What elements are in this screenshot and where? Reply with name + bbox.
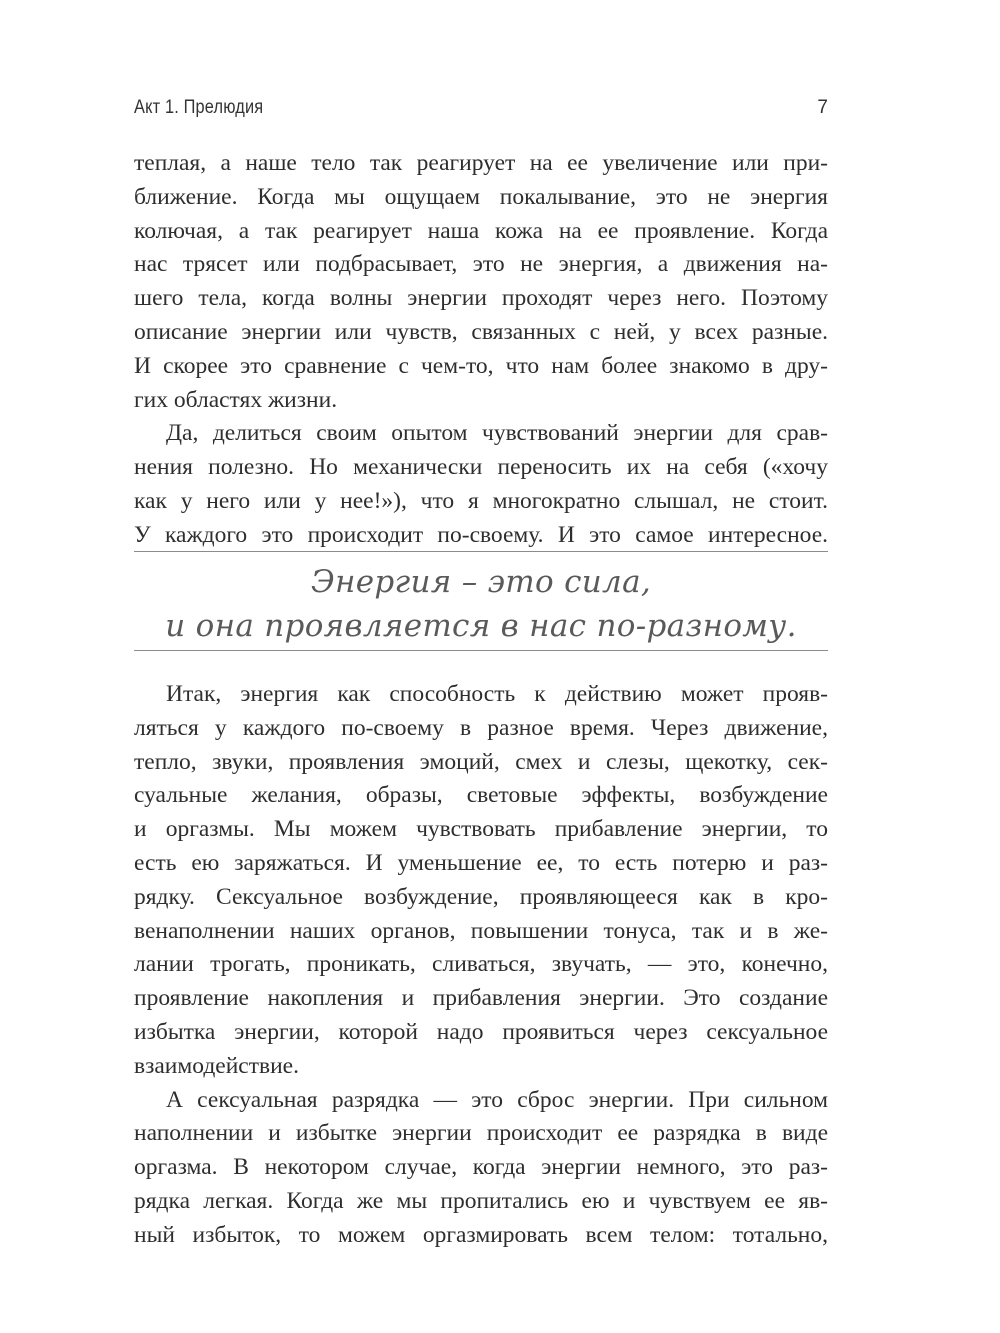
text-line: шего тела, когда волны энергии проходят через него. Поэтому — [134, 285, 828, 312]
text-line: У каждого это происходит по-своему. И это самое интересное. — [134, 521, 828, 548]
text-line: суальные желания, образы, световые эффекты, возбуждение — [134, 782, 828, 809]
pullquote-rule-top — [134, 551, 828, 552]
text-line: описание энергии или чувств, связанных с ней, у всех разные. — [134, 318, 828, 345]
section-title: Акт 1. Прелюдия — [134, 97, 264, 118]
pullquote-rule-bottom — [134, 650, 828, 651]
text-line: наполнении и избытке энергии происходит ее разрядка в виде — [134, 1120, 828, 1147]
text-line: проявление накопления и прибавления энергии. Это создание — [134, 985, 828, 1012]
body-text-top — [134, 147, 828, 553]
text-line: лании трогать, проникать, сливаться, звучать, — это, конечно, — [134, 951, 828, 978]
text-line: ляться у каждого по-своему в разное время. Через движение, — [134, 714, 828, 741]
text-line: взаимодействие. — [134, 1052, 299, 1079]
pull-quote-line-2: и она проявляется в нас по-разному. — [165, 608, 797, 644]
pull-quote-line-1: Энергия – это сила, — [310, 564, 652, 600]
text-line: венаполнении наших органов, повышении тонуса, так и в же- — [134, 917, 828, 944]
text-line: рядка легкая. Когда же мы пропитались ею и чувствуем ее яв- — [134, 1187, 828, 1214]
text-line: гих областях жизни. — [134, 386, 338, 413]
text-line: теплая, а наше тело так реагирует на ее увеличение или при- — [134, 150, 828, 176]
text-line: И скорее это сравнение с чем-то, что нам более знакомо в дру- — [134, 352, 828, 379]
text-line: нения полезно. Но механически переносить их на себя («хочу — [134, 454, 828, 481]
page-number: 7 — [817, 97, 828, 118]
text-line: ближение. Когда мы ощущаем покалывание, это не энергия — [134, 183, 828, 210]
text-line: оргазма. В некотором случае, когда энергии немного, это раз- — [134, 1154, 828, 1181]
text-line: колючая, а так реагирует наша кожа на ее проявление. Когда — [134, 217, 828, 244]
text-line: ный избыток, то можем оргазмировать всем телом: тотально, — [134, 1221, 828, 1248]
text-line: тепло, звуки, проявления эмоций, смех и слезы, щекотку, сек- — [134, 748, 828, 775]
running-head — [134, 97, 828, 127]
paragraph-first-line: Итак, энергия как способность к действию может прояв- — [166, 681, 828, 707]
text-line: и оргазмы. Мы можем чувствовать прибавление энергии, то — [134, 816, 828, 843]
body-text-bottom — [134, 678, 828, 1253]
text-line: рядку. Сексуальное возбуждение, проявляющееся как в кро- — [134, 883, 828, 910]
text-line: есть ею заряжаться. И уменьшение ее, то есть потерю и раз- — [134, 849, 828, 876]
paragraph-first-line: А сексуальная разрядка — это сброс энергии. При сильном — [166, 1086, 828, 1113]
text-line: нас трясет или подбрасывает, это не энергия, а движения на- — [134, 251, 828, 278]
text-line: избытка энергии, которой надо проявиться через сексуальное — [134, 1018, 828, 1045]
text-line: как у него или у нее!»), что я многократно слышал, не стоит. — [134, 487, 828, 514]
pull-quote — [134, 560, 828, 648]
paragraph-first-line: Да, делиться своим опытом чувствований энергии для срав- — [166, 420, 828, 447]
